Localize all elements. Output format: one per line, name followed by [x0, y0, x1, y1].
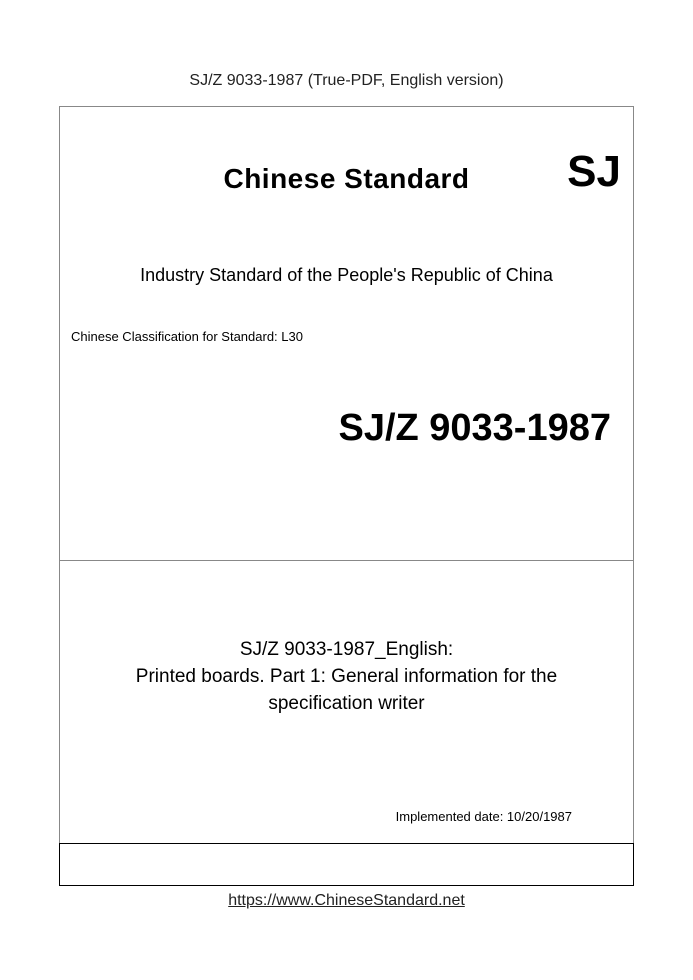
industry-standard-line: Industry Standard of the People's Republic of China [140, 265, 553, 285]
cover-bottom-band [59, 843, 634, 886]
standard-number: SJ/Z 9033-1987 [338, 407, 611, 449]
classification-code: Chinese Classification for Standard: L30 [71, 329, 303, 344]
cover-top-section [60, 107, 633, 561]
website-link[interactable]: https://www.ChineseStandard.net [228, 892, 465, 909]
cover-title-section [60, 561, 633, 843]
implemented-date: Implemented date: 10/20/1987 [395, 809, 572, 824]
english-title-line-3: specification writer [268, 693, 425, 714]
sj-logo: SJ [567, 147, 621, 196]
page-header-title: SJ/Z 9033-1987 (True-PDF, English version) [189, 72, 504, 89]
english-title-line-1: SJ/Z 9033-1987_English: [239, 639, 454, 660]
chinese-standard-heading: Chinese Standard [223, 163, 470, 194]
cover-frame [59, 106, 634, 886]
english-title [60, 636, 633, 717]
english-title-line-2: Printed boards. Part 1: General information for the [135, 666, 558, 687]
